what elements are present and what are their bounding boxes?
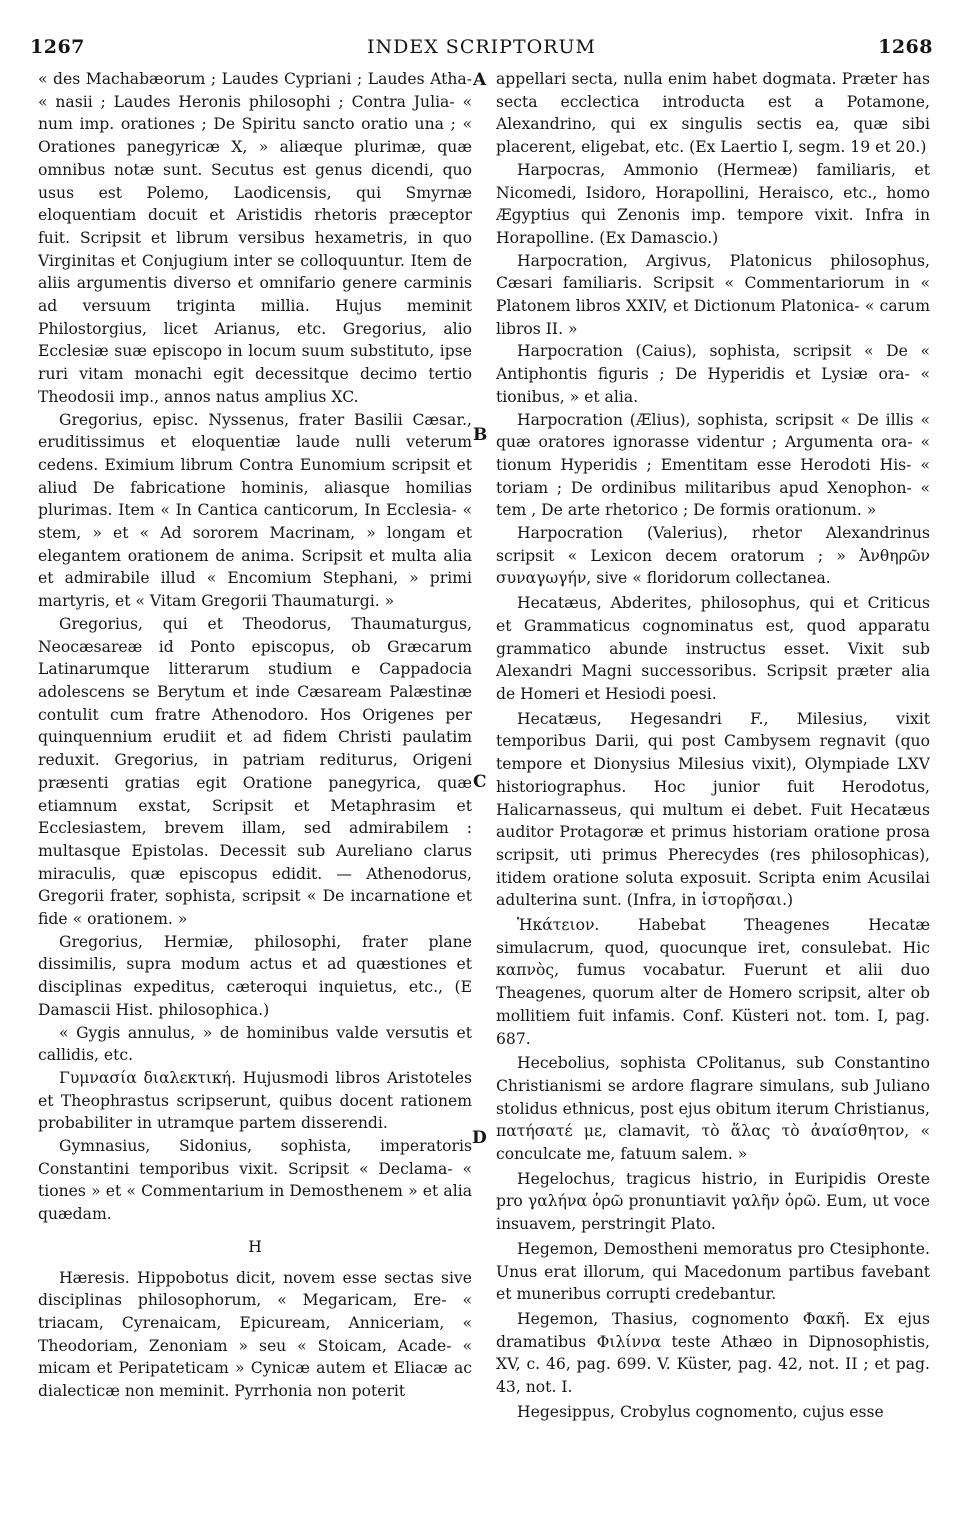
section-letter-heading: H [248,1237,262,1256]
entry-paragraph: Γυμνασία διαλεκτική. Hujusmodi libros Aristoteles et Theophrastus scripserunt, quibus docent rationem probabiliter in utramque partem disserendi. [38,1068,472,1133]
margin-marker-c: C [473,772,487,792]
margin-marker-a: A [473,70,487,90]
entry-paragraph: appellari secta, nulla enim habet dogmata. Præter has secta ecclectica introducta est a Potamone, Alexandrino, qui ex singulis sectis ea, quæ sibi placerent, eligebat, etc. (Ex Laertio I, segm. 19 et 20.) [496,70,930,157]
page-number-left: 1267 [30,36,85,58]
entry-paragraph: Harpocras, Ammonio (Hermeæ) familiaris, et Nicomedi, Isidoro, Horapollini, Heraisco, etc., homo Ægyptius qui Zenonis imp. tempore vixit. Infra in Horapolline. (Ex Damascio.) [496,160,930,247]
entry-paragraph: Harpocration (Valerius), rhetor Alexandrinus scripsit « Lexicon decem oratorum ; » Ἀνθηρῶν συναγωγήν, sive « floridorum collectanea. [496,524,930,588]
margin-marker-b: B [473,425,488,445]
entry-paragraph: Harpocration, Argivus, Platonicus philosophus, Cæsari familiaris. Scripsit « Commentariorum in « Platonem libros XXIV, et Dictionum Platonica- « carum libros II. » [496,251,930,338]
page-header [30,36,933,62]
entry-paragraph: Hæresis. Hippobotus dicit, novem esse sectas sive disciplinas philosophorum, « Megaricam, Ere- « triacam, Cyrenaicam, Epicuream, Anniceriam, « Theodoriam, Zenoniam » seu « Stoicam, Acade- « micam et Peripateticam » Cynicæ autem et Eliacæ ac dialecticæ non meminit. Pyrrhonia non poterit [38,1268,472,1401]
entry-paragraph: Gregorius, episc. Nyssenus, frater Basilii Cæsar., eruditissimus et eloquentiæ laude nulli veterum cedens. Eximium librum Contra Eunomium scripsit et aliud De fabricatione hominis, aliasque homilias plurimas. Item « In Cantica canticorum, In Ecclesia- « stem, » et « Ad sororem Macrinam, » longam et elegantem orationem de anima. Scripsit et multa alia et admirabile illud « Encomium Stephani, » primi martyris, et « Vitam Gregorii Thaumaturgi. » [38,410,472,611]
running-title: INDEX SCRIPTORUM [367,36,596,58]
entry-paragraph: Hegemon, Demostheni memoratus pro Ctesiphonte. Unus erat illorum, qui Macedonum partibus favebant et muneribus corrupti credebantur. [496,1239,930,1304]
entry-paragraph: Gymnasius, Sidonius, sophista, imperatoris Constantini temporibus vixit. Scripsit « Declama- « tiones » et « Commentarium in Demosthenem » et alia quædam. [38,1137,472,1224]
left-column [38,68,472,1528]
entry-paragraph: Gregorius, Hermiæ, philosophi, frater plane dissimilis, supra modum actus et ad quæstiones et disciplinas expeditus, cæteroqui inquietus, etc., (E Damascii Hist. philosophica.) [38,932,472,1019]
page-number-right: 1268 [878,36,933,58]
entry-paragraph: « des Machabæorum ; Laudes Cypriani ; Laudes Atha- « nasii ; Laudes Heronis philosophi ; Contra Julia- « num imp. orationes ; De Spiritu sancto oratio una ; « Orationes panegyricæ X, » aliæque plurimæ, quæ omnibus notæ sunt. Secutus est genus dicendi, quo usus est Polemo, Laodicensis, qui Smyrnæ eloquentiam docuit et Aristidis rhetoris præceptor fuit. Scripsit et librum versibus hexametris, in quo Virginitas et Conjugium inter se colloquuntur. Item de aliis argumentis diverso et omnifario genere carminis ad versuum triginta millia. Hujus meminit Philostorgius, licet Arianus, etc. Gregorius, alio Ecclesiæ suæ episcopo in locum suum substituto, ipse ruri vitam monachi egit decessitque decimo tertio Theodosii imp., annos natus amplius XC. [38,70,472,406]
entry-paragraph: Gregorius, qui et Theodorus, Thaumaturgus, Neocæsareæ id Ponto episcopus, ob Græcarum Latinarumque litterarum studium e Cappadocia adolescens se Berytum et inde Cæsaream Palæstinæ contulit cum fratre Athenodoro. Hos Origenes per quinquennium erudiit et ad fidem Christi paulatim reduxit. Gregorius, in patriam rediturus, Origeni præsenti gratias egit Oratione panegyrica, quæ etiamnum exstat, Scripsit et Metaphrasim et Ecclesiastem, brevem illam, sed admirabilem : multasque Epistolas. Decessit sub Aureliano clarus miraculis, quæ episcopus edidit. — Athenodorus, Gregorii frater, sophista, scripsit « De incarnatione et fide « orationem. » [38,614,472,929]
right-column [496,68,930,1528]
entry-paragraph: Hegesippus, Crobylus cognomento, cujus esse [517,1402,884,1421]
entry-paragraph: Ἡκάτειον. Habebat Theagenes Hecatæ simulacrum, quod, quocunque iret, consulebat. Hic καπνὸς, fumus vocabatur. Fuerunt et alii duo Theagenes, quorum alter de Homero scripsit, alter ob mollitiem fuit infamis. Conf. Küsteri not. tom. I, pag. 687. [496,916,930,1048]
entry-paragraph: « Gygis annulus, » de hominibus valde versutis et callidis, etc. [38,1023,472,1065]
entry-paragraph: Hecatæus, Abderites, philosophus, qui et Criticus et Grammaticus cognominatus est, quod apparatu grammatico abunde instructus esset. Vixit sub Alexandri Magni successoribus. Scripsit præter alia de Homeri et Hesiodi poesi. [496,594,930,703]
entry-paragraph: Harpocration (Ælius), sophista, scripsit « De illis « quæ oratores ignorasse videntur ; Argumenta ora- « tionum Hyperidis ; Ementitam esse Herodoti His- « toriam ; De ordinibus militaribus apud Xenophon- « tem , De arte rhetorico ; De formis orationum. » [496,410,930,520]
entry-paragraph: Hegelochus, tragicus histrio, in Euripidis Oreste pro γαλήνα ὁρῶ pronuntiavit γαλῆν ὁρῶ. Eum, ut voce insuavem, perstringit Plato. [496,1169,930,1234]
entry-paragraph: Hegemon, Thasius, cognomento Φακῆ. Ex ejus dramatibus Φιλίννα teste Athæo in Dipnosophistis, XV, c. 46, pag. 699. V. Küster, pag. 42, not. II ; et pag. 43, not. I. [496,1309,930,1397]
entry-paragraph: Hecatæus, Hegesandri F., Milesius, vixit temporibus Darii, qui post Cambysem regnavit (quo tempore et Dionysius Milesius vixit), Olympiade LXV historiographus. Hoc junior fuit Herodotus, Halicarnasseus, qui multum ei debet. Fuit Hecatæus auditor Protagoræ et primus historiam oratione prosa scripsit, uti primus Pherecydes (res philosophicas), itidem oratione soluta exposuit. Scripta enim Acusilai adulterina sunt. (Infra, in ἱστορῆσαι.) [496,709,930,910]
margin-marker-d: D [472,1128,487,1148]
entry-paragraph: Harpocration (Caius), sophista, scripsit « De « Antiphontis figuris ; De Hyperidis et Lysiæ ora- « tionibus, » et alia. [496,342,930,406]
entry-paragraph: Hecebolius, sophista CPolitanus, sub Constantino Christianismi se ardore flagrare simulans, sub Juliano stolidus ethnicus, post ejus obitum iterum Christianus, πατήσατέ με, clamavit, τὸ ἅλας τὸ ἀναίσθητον, « conculcate me, fatuum salem. » [496,1054,930,1164]
